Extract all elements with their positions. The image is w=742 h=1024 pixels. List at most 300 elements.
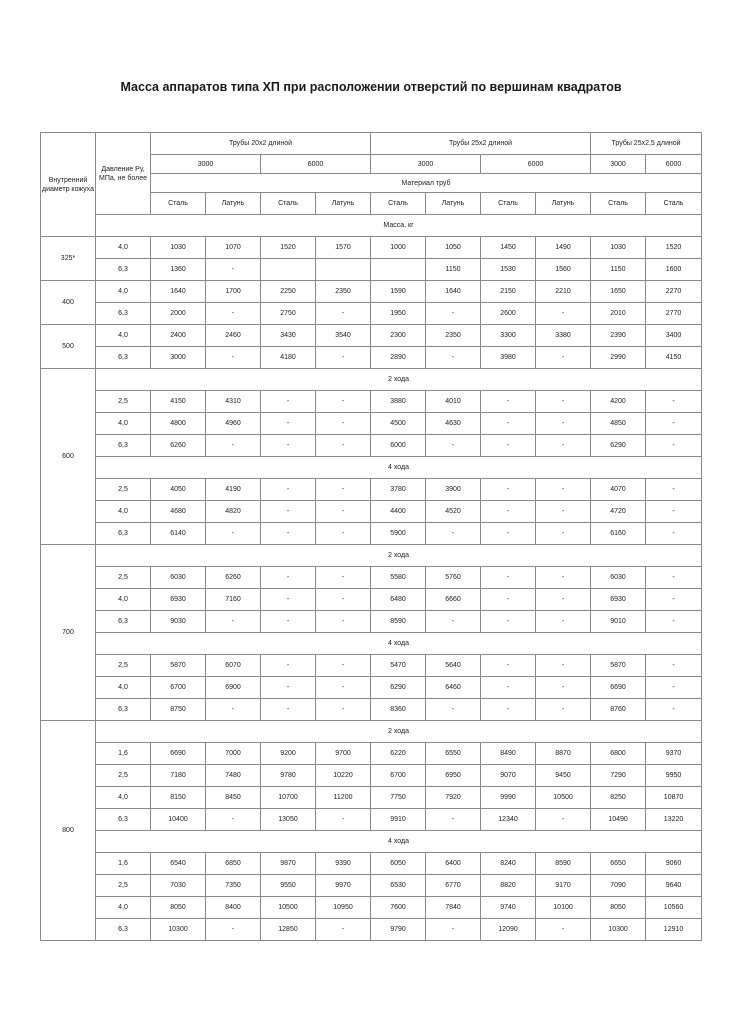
mass-cell: 2390 — [591, 325, 646, 347]
mass-cell: 6530 — [371, 875, 426, 897]
mass-cell: 4150 — [646, 347, 702, 369]
table-row — [41, 743, 702, 765]
mass-cell: 9070 — [481, 765, 536, 787]
pressure-cell: 6,3 — [96, 809, 151, 831]
mass-cell: 8750 — [151, 699, 206, 721]
mass-cell: - — [426, 347, 481, 369]
mass-cell: - — [206, 611, 261, 633]
mass-cell: 9200 — [261, 743, 316, 765]
mass-cell: 6290 — [371, 677, 426, 699]
pressure-cell: 4,0 — [96, 237, 151, 259]
mass-cell: - — [316, 699, 371, 721]
mass-cell: - — [646, 523, 702, 545]
mass-cell: 5760 — [426, 567, 481, 589]
header-steel: Сталь — [151, 193, 206, 215]
mass-cell: 1650 — [591, 281, 646, 303]
mass-cell: 9450 — [536, 765, 591, 787]
mass-cell: - — [481, 677, 536, 699]
mass-cell: 13220 — [646, 809, 702, 831]
mass-cell: 1560 — [536, 259, 591, 281]
mass-cell: 10400 — [151, 809, 206, 831]
mass-cell: 9780 — [261, 765, 316, 787]
pressure-cell: 6,3 — [96, 919, 151, 941]
mass-cell: - — [426, 523, 481, 545]
mass-cell: 1600 — [646, 259, 702, 281]
mass-cell: - — [426, 699, 481, 721]
mass-cell: - — [536, 501, 591, 523]
header-tubes-20: Трубы 20х2 длиной — [151, 133, 371, 155]
page-title: Масса аппаратов типа ХП при расположении отверстий по вершинам квадратов — [120, 80, 622, 94]
mass-cell: 6260 — [151, 435, 206, 457]
mass-cell: - — [206, 259, 261, 281]
mass-cell: 6400 — [426, 853, 481, 875]
mass-cell: 4400 — [371, 501, 426, 523]
pressure-cell: 4,0 — [96, 413, 151, 435]
passes-label: 4 хода — [96, 457, 702, 479]
table-body — [41, 237, 702, 941]
header-steel: Сталь — [261, 193, 316, 215]
mass-cell: 1490 — [536, 237, 591, 259]
mass-cell: 2300 — [371, 325, 426, 347]
mass-cell: - — [426, 435, 481, 457]
mass-cell: - — [646, 567, 702, 589]
mass-cell: - — [426, 303, 481, 325]
mass-cell: 7180 — [151, 765, 206, 787]
mass-cell: 3900 — [426, 479, 481, 501]
mass-cell: 2210 — [536, 281, 591, 303]
pressure-cell: 6,3 — [96, 523, 151, 545]
mass-cell: 8400 — [206, 897, 261, 919]
table-row — [41, 479, 702, 501]
passes-label: 4 хода — [96, 831, 702, 853]
pressure-cell: 2,5 — [96, 655, 151, 677]
mass-cell: 4630 — [426, 413, 481, 435]
passes-row — [41, 831, 702, 853]
mass-cell: 6070 — [206, 655, 261, 677]
mass-cell: - — [316, 677, 371, 699]
mass-cell: 9370 — [646, 743, 702, 765]
mass-cell: - — [536, 919, 591, 941]
header-length: 3000 — [371, 155, 481, 174]
mass-cell: 6700 — [371, 765, 426, 787]
mass-cell — [316, 259, 371, 281]
passes-row — [41, 633, 702, 655]
mass-cell: 9870 — [261, 853, 316, 875]
mass-cell: 6690 — [591, 677, 646, 699]
header-brass: Латунь — [206, 193, 261, 215]
mass-cell: 2890 — [371, 347, 426, 369]
mass-cell: 8760 — [591, 699, 646, 721]
mass-cell: - — [316, 589, 371, 611]
mass-cell: 10300 — [151, 919, 206, 941]
mass-cell: 9010 — [591, 611, 646, 633]
mass-cell: 1590 — [371, 281, 426, 303]
table-row — [41, 699, 702, 721]
mass-cell: 6000 — [371, 435, 426, 457]
mass-cell: 12340 — [481, 809, 536, 831]
pressure-cell: 6,3 — [96, 259, 151, 281]
mass-cell: 8450 — [206, 787, 261, 809]
mass-cell: 5870 — [151, 655, 206, 677]
mass-cell: - — [536, 589, 591, 611]
mass-cell: 4010 — [426, 391, 481, 413]
mass-cell: 4200 — [591, 391, 646, 413]
mass-cell: 2990 — [591, 347, 646, 369]
mass-cell: - — [481, 523, 536, 545]
mass-cell: 7000 — [206, 743, 261, 765]
header-length: 6000 — [261, 155, 371, 174]
mass-cell: 7920 — [426, 787, 481, 809]
pressure-cell: 1,6 — [96, 743, 151, 765]
mass-cell: 5870 — [591, 655, 646, 677]
passes-row — [41, 369, 702, 391]
mass-cell: 8250 — [591, 787, 646, 809]
pressure-cell: 2,5 — [96, 765, 151, 787]
mass-cell: 6030 — [591, 567, 646, 589]
mass-cell: 10220 — [316, 765, 371, 787]
header-steel: Сталь — [591, 193, 646, 215]
mass-cell: 2270 — [646, 281, 702, 303]
mass-cell: 6160 — [591, 523, 646, 545]
mass-cell: 7750 — [371, 787, 426, 809]
mass-cell: - — [536, 435, 591, 457]
pressure-cell: 6,3 — [96, 611, 151, 633]
mass-cell: 9790 — [371, 919, 426, 941]
mass-cell: 7350 — [206, 875, 261, 897]
mass-cell: 6540 — [151, 853, 206, 875]
mass-cell: 2150 — [481, 281, 536, 303]
header-brass: Латунь — [536, 193, 591, 215]
mass-cell: - — [206, 347, 261, 369]
mass-cell: - — [536, 809, 591, 831]
mass-cell: - — [481, 655, 536, 677]
pressure-cell: 2,5 — [96, 391, 151, 413]
mass-cell: - — [646, 435, 702, 457]
mass-cell: 6220 — [371, 743, 426, 765]
mass-cell: 10500 — [536, 787, 591, 809]
mass-cell: 12910 — [646, 919, 702, 941]
mass-cell: 6930 — [591, 589, 646, 611]
mass-cell: 2000 — [151, 303, 206, 325]
diameter-cell: 700 — [41, 545, 96, 721]
mass-cell: - — [481, 479, 536, 501]
header-steel: Сталь — [481, 193, 536, 215]
mass-cell: 4500 — [371, 413, 426, 435]
mass-cell: 9640 — [646, 875, 702, 897]
mass-cell: 7600 — [371, 897, 426, 919]
table-row — [41, 853, 702, 875]
mass-cell: 7480 — [206, 765, 261, 787]
mass-cell: 6850 — [206, 853, 261, 875]
mass-cell: - — [646, 413, 702, 435]
mass-cell: - — [206, 303, 261, 325]
mass-cell: 1640 — [151, 281, 206, 303]
mass-cell: - — [481, 567, 536, 589]
mass-cell: 3540 — [316, 325, 371, 347]
mass-cell: - — [536, 523, 591, 545]
mass-cell: 4310 — [206, 391, 261, 413]
pressure-cell: 6,3 — [96, 347, 151, 369]
mass-cell: 9030 — [151, 611, 206, 633]
mass-cell: 6930 — [151, 589, 206, 611]
mass-cell: - — [646, 391, 702, 413]
mass-cell: 5470 — [371, 655, 426, 677]
mass-cell: 6900 — [206, 677, 261, 699]
mass-cell: 2350 — [426, 325, 481, 347]
mass-cell: 10950 — [316, 897, 371, 919]
mass-cell: 9390 — [316, 853, 371, 875]
mass-cell: - — [646, 699, 702, 721]
mass-cell: - — [261, 435, 316, 457]
mass-cell: 6770 — [426, 875, 481, 897]
mass-cell: 1000 — [371, 237, 426, 259]
header-length: 3000 — [151, 155, 261, 174]
mass-cell: 9970 — [316, 875, 371, 897]
pressure-cell: 6,3 — [96, 699, 151, 721]
mass-cell: - — [536, 347, 591, 369]
mass-cell: - — [261, 699, 316, 721]
mass-cell: - — [481, 589, 536, 611]
mass-cell: - — [316, 435, 371, 457]
mass-cell: 4720 — [591, 501, 646, 523]
mass-cell: 6800 — [591, 743, 646, 765]
pressure-cell: 4,0 — [96, 281, 151, 303]
mass-cell: - — [316, 523, 371, 545]
table-row — [41, 677, 702, 699]
pressure-cell: 4,0 — [96, 677, 151, 699]
mass-cell: 2350 — [316, 281, 371, 303]
mass-cell: 4050 — [151, 479, 206, 501]
table-row — [41, 655, 702, 677]
mass-cell: - — [536, 677, 591, 699]
passes-label: 2 хода — [96, 545, 702, 567]
mass-cell: - — [316, 479, 371, 501]
mass-cell: - — [426, 611, 481, 633]
mass-cell: - — [646, 655, 702, 677]
mass-cell: 2750 — [261, 303, 316, 325]
header-mass: Масса, кг — [96, 215, 702, 237]
mass-cell: 1360 — [151, 259, 206, 281]
mass-cell: - — [316, 611, 371, 633]
mass-cell: 5900 — [371, 523, 426, 545]
diameter-cell: 400 — [41, 281, 96, 325]
mass-cell: - — [316, 567, 371, 589]
mass-cell: 7840 — [426, 897, 481, 919]
mass-cell: 6700 — [151, 677, 206, 699]
mass-cell: 9700 — [316, 743, 371, 765]
mass-cell: - — [536, 391, 591, 413]
table-row — [41, 391, 702, 413]
mass-cell: 3880 — [371, 391, 426, 413]
mass-cell: 6050 — [371, 853, 426, 875]
mass-cell: 4150 — [151, 391, 206, 413]
mass-cell: 13050 — [261, 809, 316, 831]
mass-cell: 6460 — [426, 677, 481, 699]
mass-cell: 2010 — [591, 303, 646, 325]
header-brass: Латунь — [316, 193, 371, 215]
mass-cell: - — [536, 699, 591, 721]
table-row — [41, 809, 702, 831]
mass-cell: 8820 — [481, 875, 536, 897]
mass-cell — [261, 259, 316, 281]
mass-cell: 12090 — [481, 919, 536, 941]
mass-cell: 3980 — [481, 347, 536, 369]
mass-cell: - — [316, 501, 371, 523]
table-row — [41, 523, 702, 545]
table-row — [41, 765, 702, 787]
mass-cell: - — [261, 589, 316, 611]
mass-cell: - — [536, 611, 591, 633]
diameter-cell: 600 — [41, 369, 96, 545]
pressure-cell: 1,6 — [96, 853, 151, 875]
mass-cell: 4180 — [261, 347, 316, 369]
table-row — [41, 281, 702, 303]
mass-cell: 9910 — [371, 809, 426, 831]
mass-cell: 1030 — [591, 237, 646, 259]
pressure-cell: 4,0 — [96, 787, 151, 809]
mass-cell: 4800 — [151, 413, 206, 435]
mass-cell: 6660 — [426, 589, 481, 611]
mass-cell: 3300 — [481, 325, 536, 347]
mass-cell: 5580 — [371, 567, 426, 589]
mass-table — [40, 132, 702, 941]
header-material: Материал труб — [151, 174, 702, 193]
mass-cell: 6290 — [591, 435, 646, 457]
mass-cell: - — [206, 523, 261, 545]
mass-cell: 6690 — [151, 743, 206, 765]
pressure-cell: 2,5 — [96, 875, 151, 897]
mass-cell: 9950 — [646, 765, 702, 787]
mass-cell: - — [481, 391, 536, 413]
mass-cell: 10100 — [536, 897, 591, 919]
mass-cell: - — [481, 699, 536, 721]
mass-cell: - — [261, 611, 316, 633]
mass-cell: 1050 — [426, 237, 481, 259]
mass-cell: 7030 — [151, 875, 206, 897]
mass-cell: 6140 — [151, 523, 206, 545]
mass-cell: 8240 — [481, 853, 536, 875]
mass-cell: - — [206, 435, 261, 457]
mass-cell: 8360 — [371, 699, 426, 721]
mass-cell: 1640 — [426, 281, 481, 303]
passes-label: 2 хода — [96, 721, 702, 743]
mass-cell: 1150 — [591, 259, 646, 281]
header-steel: Сталь — [646, 193, 702, 215]
mass-cell: - — [426, 809, 481, 831]
header-brass: Латунь — [426, 193, 481, 215]
mass-cell: - — [316, 655, 371, 677]
mass-cell: 7090 — [591, 875, 646, 897]
header-length: 3000 — [591, 155, 646, 174]
mass-cell: - — [426, 919, 481, 941]
table-row — [41, 435, 702, 457]
mass-cell: - — [536, 303, 591, 325]
mass-cell: - — [261, 479, 316, 501]
mass-cell: 7290 — [591, 765, 646, 787]
mass-cell: 6260 — [206, 567, 261, 589]
mass-cell: - — [261, 391, 316, 413]
mass-cell: 12850 — [261, 919, 316, 941]
pressure-cell: 4,0 — [96, 325, 151, 347]
mass-cell: 1450 — [481, 237, 536, 259]
mass-cell: - — [261, 413, 316, 435]
mass-cell: 3430 — [261, 325, 316, 347]
header-pressure: Давление Ру, МПа, не более — [96, 133, 151, 215]
mass-cell: 1530 — [481, 259, 536, 281]
mass-cell: - — [261, 567, 316, 589]
diameter-cell: 800 — [41, 721, 96, 941]
mass-cell: 10700 — [261, 787, 316, 809]
mass-cell: 4680 — [151, 501, 206, 523]
mass-cell: 2400 — [151, 325, 206, 347]
header-steel: Сталь — [371, 193, 426, 215]
table-row — [41, 611, 702, 633]
mass-cell: 6030 — [151, 567, 206, 589]
mass-cell: - — [261, 523, 316, 545]
pressure-cell: 2,5 — [96, 479, 151, 501]
pressure-cell: 4,0 — [96, 897, 151, 919]
mass-cell: - — [536, 479, 591, 501]
mass-cell: 4850 — [591, 413, 646, 435]
table-row — [41, 501, 702, 523]
mass-cell: 2460 — [206, 325, 261, 347]
mass-cell: - — [261, 677, 316, 699]
mass-cell: 1030 — [151, 237, 206, 259]
mass-cell: 2600 — [481, 303, 536, 325]
mass-cell: 10560 — [646, 897, 702, 919]
pressure-cell: 2,5 — [96, 567, 151, 589]
mass-cell: - — [316, 809, 371, 831]
passes-label: 4 хода — [96, 633, 702, 655]
pressure-cell: 6,3 — [96, 435, 151, 457]
mass-cell: 8050 — [591, 897, 646, 919]
mass-cell: 6650 — [591, 853, 646, 875]
mass-cell: 10870 — [646, 787, 702, 809]
table-row — [41, 897, 702, 919]
diameter-cell: 500 — [41, 325, 96, 369]
mass-cell: 1150 — [426, 259, 481, 281]
mass-cell: 3380 — [536, 325, 591, 347]
table-row — [41, 567, 702, 589]
mass-cell: - — [536, 655, 591, 677]
mass-cell: - — [316, 391, 371, 413]
table-row — [41, 325, 702, 347]
mass-cell: 10300 — [591, 919, 646, 941]
mass-cell: 8590 — [371, 611, 426, 633]
mass-cell: - — [316, 919, 371, 941]
mass-cell: 3400 — [646, 325, 702, 347]
header-tubes-25-25: Трубы 25х2,5 длиной — [591, 133, 702, 155]
mass-cell: - — [536, 567, 591, 589]
mass-cell: 4190 — [206, 479, 261, 501]
mass-cell: - — [481, 501, 536, 523]
mass-cell: 8490 — [481, 743, 536, 765]
header-tubes-25: Трубы 25х2 длиной — [371, 133, 591, 155]
mass-cell: - — [481, 413, 536, 435]
mass-cell: 1570 — [316, 237, 371, 259]
mass-cell: 10500 — [261, 897, 316, 919]
mass-cell: - — [261, 501, 316, 523]
mass-cell: - — [316, 413, 371, 435]
mass-cell: - — [206, 699, 261, 721]
table-row — [41, 589, 702, 611]
mass-cell: - — [316, 303, 371, 325]
mass-cell: 6550 — [426, 743, 481, 765]
mass-cell: - — [206, 809, 261, 831]
mass-cell: 7160 — [206, 589, 261, 611]
passes-label: 2 хода — [96, 369, 702, 391]
header-length: 6000 — [646, 155, 702, 174]
